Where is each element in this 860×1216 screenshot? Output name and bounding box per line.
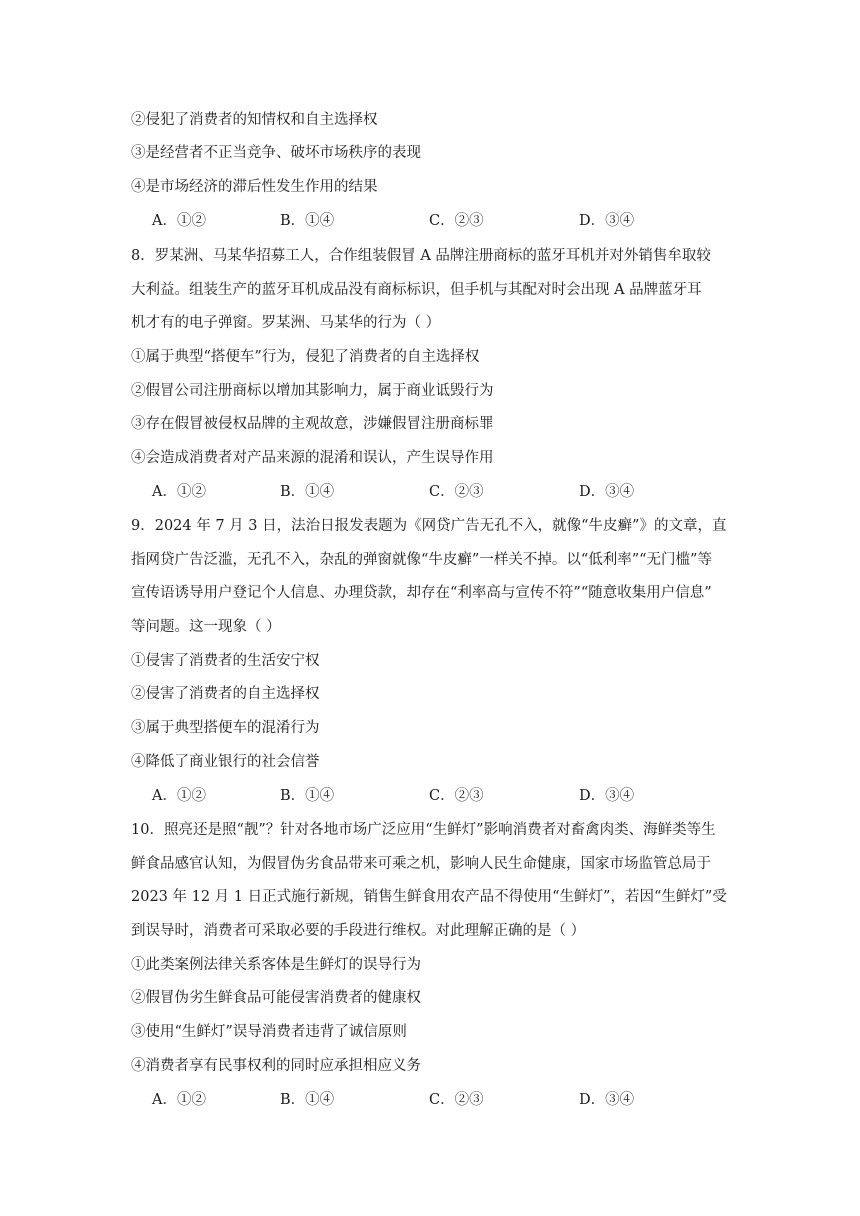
q9-option-d: D．③④ bbox=[579, 788, 635, 804]
q9-choice-1: ①侵害了消费者的生活安宁权 bbox=[131, 653, 320, 669]
q7-answer-options bbox=[152, 211, 692, 231]
q9-stem-line: 宣传语诱导用户登记个人信息、办理贷款，却存在“利率高与宣传不符”“随意收集用户信息” bbox=[131, 585, 712, 601]
q10-stem-line: 2023 年 12 月 1 日正式施行新规，销售生鲜食用农产品不得使用“生鲜灯”，若因“生鲜灯”受 bbox=[131, 889, 727, 905]
q10-answer-options bbox=[152, 1090, 692, 1110]
q8-option-d: D．③④ bbox=[579, 484, 635, 500]
q8-stem-line: 8．罗某洲、马某华招募工人，合作组装假冒 A 品牌注册商标的蓝牙耳机并对外销售牟取较 bbox=[131, 248, 711, 264]
q9-option-b: B．①④ bbox=[280, 788, 335, 804]
q10-stem-line: 鲜食品感官认知，为假冒伪劣食品带来可乘之机，影响人民生命健康，国家市场监管总局于 bbox=[131, 856, 711, 872]
q10-choice-3: ③使用“生鲜灯”误导消费者违背了诚信原则 bbox=[131, 1024, 407, 1040]
q9-choice-3: ③属于典型搭便车的混淆行为 bbox=[131, 720, 320, 736]
q9-stem-line: 指网贷广告泛滥，无孔不入，杂乱的弹窗就像“牛皮癣”一样关不掉。以“低利率”“无门槛”等 bbox=[131, 552, 712, 568]
q9-option-c: C．②③ bbox=[429, 788, 484, 804]
q9-answer-options bbox=[152, 786, 692, 806]
q7-option-b: B．①④ bbox=[280, 213, 335, 229]
q10-option-c: C．②③ bbox=[429, 1092, 484, 1108]
q10-choice-1: ①此类案例法律关系客体是生鲜灯的误导行为 bbox=[131, 957, 421, 973]
q7-choice-4: ④是市场经济的滞后性发生作用的结果 bbox=[131, 179, 378, 195]
q9-choice-4: ④降低了商业银行的社会信誉 bbox=[131, 754, 320, 770]
q8-option-c: C．②③ bbox=[429, 484, 484, 500]
q8-answer-options bbox=[152, 482, 692, 502]
q9-choice-2: ②侵害了消费者的自主选择权 bbox=[131, 686, 320, 702]
q10-option-d: D．③④ bbox=[579, 1092, 635, 1108]
q10-option-a: A．①② bbox=[152, 1092, 206, 1108]
q8-option-b: B．①④ bbox=[280, 484, 335, 500]
q9-stem-line: 等问题。这一现象（ ） bbox=[131, 619, 281, 635]
q7-choice-3: ③是经营者不正当竞争、破坏市场秩序的表现 bbox=[131, 145, 421, 161]
q10-choice-4: ④消费者享有民事权利的同时应承担相应义务 bbox=[131, 1058, 421, 1074]
q8-stem-line: 机才有的电子弹窗。罗某洲、马某华的行为（ ） bbox=[131, 315, 441, 331]
q8-stem-line: 大利益。组装生产的蓝牙耳机成品没有商标标识，但手机与其配对时会出现 A 品牌蓝牙耳 bbox=[131, 282, 702, 298]
q7-option-c: C．②③ bbox=[429, 213, 484, 229]
q8-option-a: A．①② bbox=[152, 484, 206, 500]
q10-option-b: B．①④ bbox=[280, 1092, 335, 1108]
q7-option-d: D．③④ bbox=[579, 213, 635, 229]
q10-stem-line: 10．照亮还是照“靓”？针对各地市场广泛应用“生鲜灯”影响消费者对畜禽肉类、海鲜类等生 bbox=[131, 822, 716, 838]
q9-option-a: A．①② bbox=[152, 788, 206, 804]
q10-choice-2: ②假冒伪劣生鲜食品可能侵害消费者的健康权 bbox=[131, 990, 421, 1006]
q8-choice-1: ①属于典型“搭便车”行为，侵犯了消费者的自主选择权 bbox=[131, 349, 480, 365]
q7-option-a: A．①② bbox=[152, 213, 206, 229]
q10-stem-line: 到误导时，消费者可采取必要的手段进行维权。对此理解正确的是（ ） bbox=[131, 923, 586, 939]
q9-stem-line: 9．2024 年 7 月 3 日，法治日报发表题为《网贷广告无孔不入，就像“牛皮癣”》的文章，直 bbox=[131, 518, 727, 534]
q8-choice-2: ②假冒公司注册商标以增加其影响力，属于商业诋毁行为 bbox=[131, 383, 494, 399]
q7-choice-2: ②侵犯了消费者的知情权和自主选择权 bbox=[131, 112, 378, 128]
q8-choice-3: ③存在假冒被侵权品牌的主观故意，涉嫌假冒注册商标罪 bbox=[131, 416, 494, 432]
q8-choice-4: ④会造成消费者对产品来源的混淆和误认，产生误导作用 bbox=[131, 450, 494, 466]
